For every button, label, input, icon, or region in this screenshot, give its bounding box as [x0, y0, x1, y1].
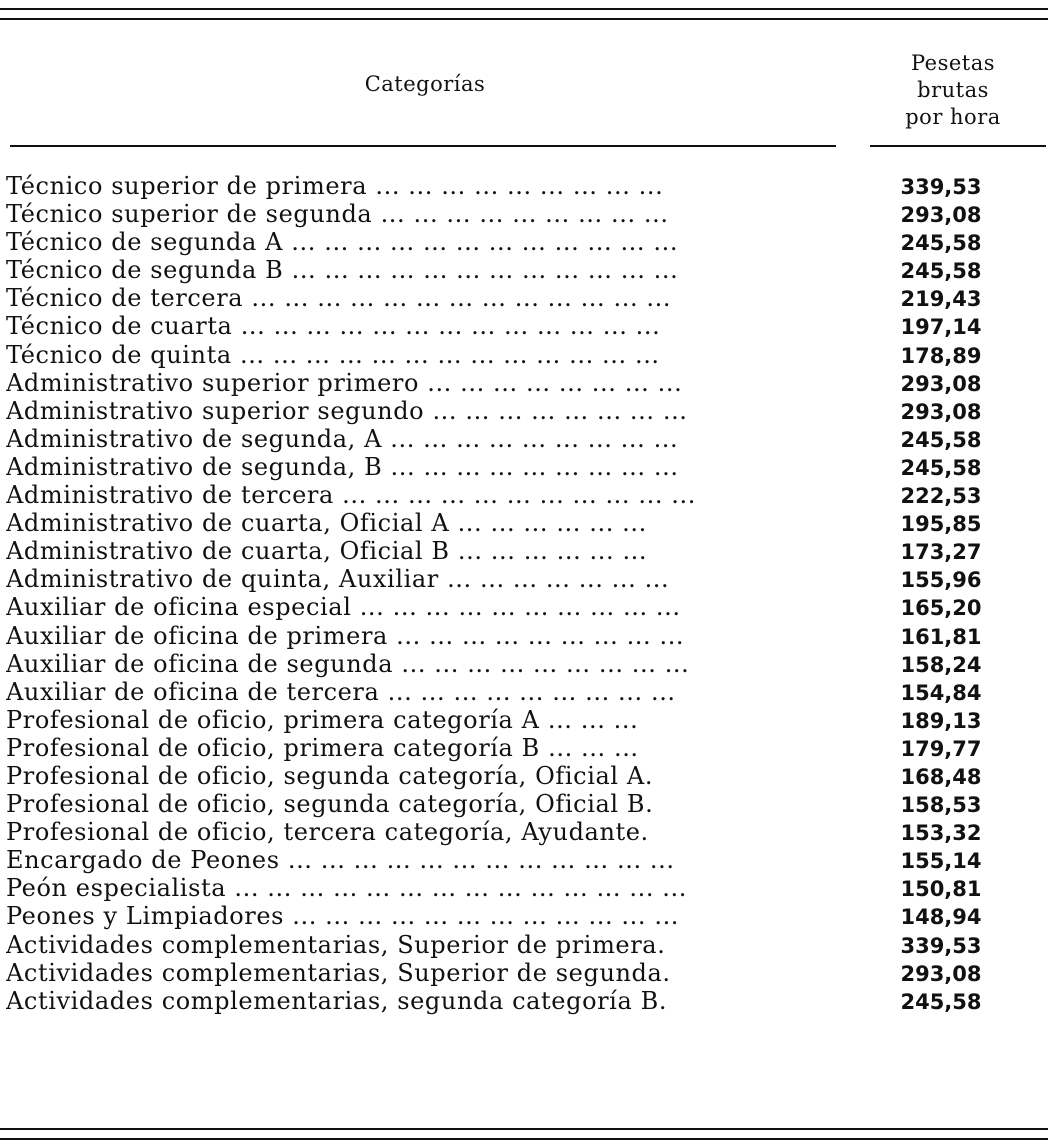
table-row [6, 790, 1046, 818]
row-rate-value: 158,53 [900, 793, 982, 818]
table-row [6, 453, 1046, 481]
table-header [0, 22, 1056, 142]
row-rate-value: 222,53 [900, 484, 982, 509]
row-rate-value: 293,08 [900, 203, 982, 228]
header-rule-rate [870, 145, 1046, 147]
header-rate [860, 50, 1046, 131]
row-category: Administrativo de tercera ... ... ... ... ... ... ... ... ... ... ... [6, 481, 696, 510]
table-row [6, 818, 1046, 846]
table-row [6, 369, 1046, 397]
row-category: Auxiliar de oficina de tercera ... ... ... ... ... ... ... ... ... [6, 677, 676, 706]
row-category: Técnico superior de segunda ... ... ... ... ... ... ... ... ... [6, 200, 669, 229]
row-category: Técnico superior de primera ... ... ... ... ... ... ... ... ... [6, 172, 664, 200]
row-category: Administrativo de segunda, A ... ... ... ... ... ... ... ... ... [6, 424, 679, 453]
table-row [6, 565, 1046, 593]
row-category: Peón especialista ... ... ... ... ... ... ... ... ... ... ... ... ... ... [6, 874, 687, 903]
table-row [6, 509, 1046, 537]
row-rate-value: 219,43 [900, 287, 982, 312]
row-rate-value: 179,77 [900, 736, 982, 761]
table-row [6, 987, 1046, 1015]
row-rate-value: 245,58 [900, 231, 982, 256]
header-categories: Categorías [364, 72, 486, 96]
table-row [6, 650, 1046, 678]
row-rate-value: 339,53 [900, 933, 982, 958]
table-row [6, 200, 1046, 228]
row-category: Técnico de quinta ... ... ... ... ... ... ... ... ... ... ... ... ... [6, 340, 660, 369]
row-rate-value: 293,08 [900, 399, 982, 424]
table-row [6, 734, 1046, 762]
table-row [6, 931, 1046, 959]
row-rate-value: 158,24 [900, 652, 982, 677]
row-category: Profesional de oficio, segunda categoría, Oficial A. [6, 761, 654, 790]
top-rule-inner [0, 18, 1048, 20]
bottom-rule-inner [0, 1138, 1048, 1140]
row-rate-value: 178,89 [900, 343, 982, 368]
row-category: Técnico de segunda A ... ... ... ... ... ... ... ... ... ... ... ... [6, 228, 679, 257]
table-row [6, 537, 1046, 565]
row-rate-value: 165,20 [900, 596, 982, 621]
row-category: Administrativo de segunda, B ... ... ... ... ... ... ... ... ... [6, 452, 679, 481]
row-category: Encargado de Peones ... ... ... ... ... ... ... ... ... ... ... ... [6, 846, 675, 875]
table-row [6, 425, 1046, 453]
top-rule-outer [0, 8, 1048, 10]
header-rate-line1: Pesetas [910, 51, 996, 75]
table-row [6, 172, 1046, 200]
table-row [6, 622, 1046, 650]
table-row [6, 397, 1046, 425]
row-category: Profesional de oficio, primera categoría B ... ... ... [6, 733, 639, 762]
row-category: Profesional de oficio, segunda categoría, Oficial B. [6, 790, 654, 819]
row-category: Peones y Limpiadores ... ... ... ... ... ... ... ... ... ... ... ... [6, 902, 680, 931]
table-row [6, 846, 1046, 874]
row-category: Técnico de tercera ... ... ... ... ... ... ... ... ... ... ... ... ... [6, 284, 672, 313]
row-rate-value: 189,13 [900, 708, 982, 733]
row-category: Administrativo de quinta, Auxiliar ... ... ... ... ... ... ... [6, 565, 670, 594]
table-row [6, 593, 1046, 621]
row-rate-value: 155,96 [900, 568, 982, 593]
row-rate-value: 245,58 [900, 989, 982, 1014]
header-rate-line3: por hora [905, 105, 1001, 129]
table-row [6, 902, 1046, 930]
table-row [6, 874, 1046, 902]
table-row [6, 312, 1046, 340]
row-category: Administrativo superior primero ... ... ... ... ... ... ... ... [6, 368, 683, 397]
header-rule-categories [10, 145, 836, 147]
row-rate-value: 155,14 [900, 849, 982, 874]
row-category: Auxiliar de oficina especial ... ... ... ... ... ... ... ... ... ... [6, 593, 681, 622]
table-row [6, 256, 1046, 284]
row-rate-value: 161,81 [900, 624, 982, 649]
table-row [6, 706, 1046, 734]
row-rate-value: 339,53 [900, 175, 982, 199]
table-row [6, 481, 1046, 509]
bottom-rule-outer [0, 1128, 1048, 1130]
row-rate-value: 197,14 [900, 315, 982, 340]
header-rate-line2: brutas [917, 78, 989, 102]
row-rate-value: 154,84 [900, 680, 982, 705]
row-rate-value: 293,08 [900, 961, 982, 986]
table-row [6, 762, 1046, 790]
row-category: Administrativo de cuarta, Oficial A ... ... ... ... ... ... [6, 509, 647, 538]
row-category: Administrativo superior segundo ... ... ... ... ... ... ... ... [6, 396, 688, 425]
row-category: Administrativo de cuarta, Oficial B ... ... ... ... ... ... [6, 537, 648, 566]
row-rate-value: 150,81 [900, 877, 982, 902]
row-category: Profesional de oficio, tercera categoría, Ayudante. [6, 818, 649, 847]
row-category: Profesional de oficio, primera categoría A ... ... ... [6, 705, 639, 734]
row-category: Técnico de cuarta ... ... ... ... ... ... ... ... ... ... ... ... ... [6, 312, 661, 341]
row-category: Auxiliar de oficina de segunda ... ... ... ... ... ... ... ... ... [6, 649, 690, 678]
row-rate-value: 293,08 [900, 371, 982, 396]
table-body [6, 172, 1046, 1015]
row-rate-value: 245,58 [900, 455, 982, 480]
table-row [6, 341, 1046, 369]
table-row [6, 228, 1046, 256]
row-rate-value: 153,32 [900, 821, 982, 846]
table-row [6, 959, 1046, 987]
row-rate-value: 173,27 [900, 540, 982, 565]
row-category: Actividades complementarias, segunda categoría B. [6, 986, 668, 1015]
table-row [6, 678, 1046, 706]
row-rate-value: 245,58 [900, 427, 982, 452]
row-rate-value: 168,48 [900, 764, 982, 789]
row-category: Actividades complementarias, Superior de primera. [6, 930, 666, 959]
row-category: Auxiliar de oficina de primera ... ... ... ... ... ... ... ... ... [6, 621, 685, 650]
row-category: Técnico de segunda B ... ... ... ... ... ... ... ... ... ... ... ... [6, 256, 679, 285]
row-rate-value: 148,94 [900, 905, 982, 930]
table-row [6, 284, 1046, 312]
row-rate-value: 245,58 [900, 259, 982, 284]
row-category: Actividades complementarias, Superior de segunda. [6, 958, 671, 987]
row-rate-value: 195,85 [900, 512, 982, 537]
